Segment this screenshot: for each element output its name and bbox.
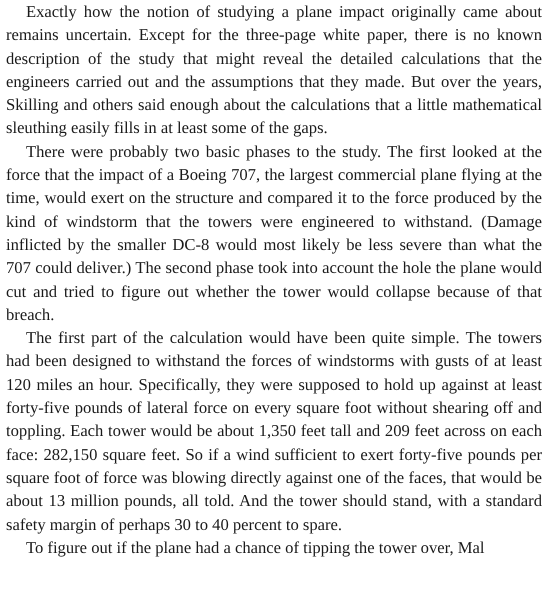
paragraph-wind-calculation: The first part of the calculation would have been quite simple. The towers had been designed to withstand the forces of windstorms with gusts of at least 120 miles an hour. Specifically, they were supposed to hold up against at least forty-five pounds of lateral force on every square foot without shearing off and toppling. Each tower would be about 1,350 feet tall and 209 feet across on each face: 282,150 square feet. So if a wind sufficient to exert forty-five pounds per square foot of force was blowing directly against one of the faces, that would be about 13 million pounds, all told. And the tower should stand, with a standard safety margin of perhaps 30 to 40 percent to spare. — [6, 328, 542, 534]
document-page — [6, 0, 542, 559]
paragraph-origin-of-study: Exactly how the notion of studying a plane impact originally came about remains uncertain. Except for the three-page white paper, there is no known description of the study that might reveal the detailed calculations that the engineers carried out and the assumptions that they made. But over the years, Skilling and others said enough about the calculations that a little mathematical sleuthing easily fills in at least some of the gaps. — [6, 2, 542, 138]
paragraph-two-phases: There were probably two basic phases to the study. The first looked at the force that the impact of a Boeing 707, the largest commercial plane flying at the time, would exert on the structure and compared it to the force produced by the kind of windstorm that the towers were engineered to withstand. (Damage inflicted by the smaller DC-8 would most likely be less severe than what the 707 could deliver.) The second phase took into account the hole the plane would cut and tried to figure out whether the tower would collapse because of that breach. — [6, 141, 542, 324]
paragraph-tipping-question: To figure out if the plane had a chance of tipping the tower over, Mal — [26, 537, 485, 557]
